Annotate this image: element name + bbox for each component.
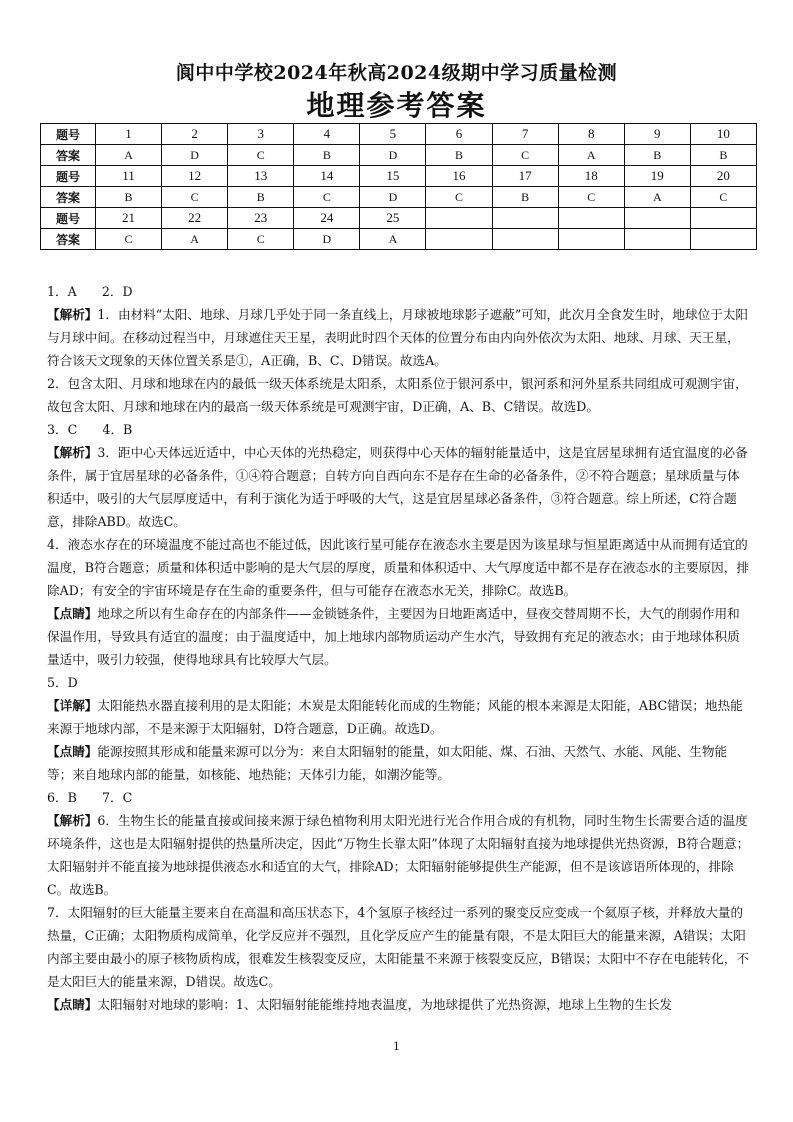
paragraph-text: 2．包含太阳、月球和地球在内的最低一级天体系统是太阳系，太阳系位于银河系中，银河系和河外星系共同组成可观测宇宙，故包含太阳、月球和地球在内的最高一级天体系统是可观测宇宙，D正确，A、B、C错误。故选D。 xyxy=(47,376,748,414)
answer-paragraph xyxy=(47,303,751,372)
paragraph-text: 1．由材料“太阳、地球、月球几乎处于同一条直线上，月球被地球影子遮蔽”可知，此次月全食发生时，地球位于太阳与月球中间。在移动过程当中，月球遮住天王星，表明此时四个天体的位置分布由内向外依次为太阳、地球、月球、天王星，符合该天文现象的天体位置关系是①，A正确，B、C、D错误。故选A。 xyxy=(47,307,748,368)
paragraph-text: 地球之所以有生命存在的内部条件——金锁链条件，主要因为日地距离适中，昼夜交替周期不长，大气的削弱作用和保温作用，导致具有适宜的温度；由于温度适中，加上地球内部物质运动产生水汽，导致拥有充足的液态水；由于地球体积质量适中，吸引力较强，使得地球具有比较厚大气层。 xyxy=(47,606,740,667)
paragraph-tag: 【点睛】 xyxy=(47,606,98,621)
answer-cell: B xyxy=(294,145,360,166)
question-number-cell: 6 xyxy=(426,124,492,145)
paragraph-tag: 【点睛】 xyxy=(47,744,98,759)
question-number-cell xyxy=(492,208,558,229)
answer-cell: B xyxy=(492,187,558,208)
paragraph-text: 3．C 4．B xyxy=(47,422,133,437)
question-number-cell: 24 xyxy=(294,208,360,229)
row-label: 题号 xyxy=(41,208,96,229)
answer-paragraph xyxy=(47,694,751,740)
answer-cell xyxy=(558,229,624,250)
question-number-cell: 15 xyxy=(360,166,426,187)
question-number-cell xyxy=(558,208,624,229)
answer-paragraph xyxy=(47,901,751,993)
paragraph-text: 7．太阳辐射的巨大能量主要来自在高温和高压状态下，4个氢原子核经过一系列的聚变反应变成一个氦原子核，并释放大量的热量，C正确；太阳物质构成简单，化学反应并不强烈，且化学反应产生的能量有限，不是太阳巨大的能量来源，A错误；太阳内部主要由最小的原子核物质构成，很难发生核裂变反应，太阳能量不来源于核裂变反应，B错误；太阳中不存在电能转化，不是太阳巨大的能量来源，D错误。故选C。 xyxy=(47,905,749,989)
answer-cell: C xyxy=(690,187,756,208)
question-number-cell: 19 xyxy=(624,166,690,187)
question-number-cell: 18 xyxy=(558,166,624,187)
answer-paragraph xyxy=(47,809,751,901)
question-number-cell: 25 xyxy=(360,208,426,229)
answer-table xyxy=(40,123,757,250)
answer-cell: C xyxy=(426,187,492,208)
question-number-cell: 7 xyxy=(492,124,558,145)
row-label: 答案 xyxy=(41,229,96,250)
question-number-row xyxy=(41,124,757,145)
paragraph-text: 4．液态水存在的环境温度不能过高也不能过低，因此该行星可能存在液态水主要是因为该星球与恒星距离适中从而拥有适宜的温度，B符合题意；质量和体积适中影响的是大气层的厚度，质量和体积适中、大气厚度适中都不是存在液态水的主要原因，排除AD；有安全的宇宙环境是存在生命的重要条件，但与可能存在液态水无关，排除C。故选B。 xyxy=(47,537,749,598)
question-number-cell: 4 xyxy=(294,124,360,145)
answer-cell: A xyxy=(558,145,624,166)
answer-cell: D xyxy=(162,145,228,166)
paragraph-text: 太阳辐射对地球的影响：1、太阳辐射能能维持地表温度，为地球提供了光热资源，地球上生物的生长发 xyxy=(97,997,673,1012)
answer-paragraph xyxy=(47,602,751,671)
answer-cell: C xyxy=(558,187,624,208)
document-title: 阆中中学校2024年秋高2024级期中学习质量检测 xyxy=(175,62,618,84)
answer-paragraph xyxy=(47,786,751,809)
answer-paragraph xyxy=(47,993,751,1016)
answer-paragraph xyxy=(47,280,751,303)
question-number-cell: 2 xyxy=(162,124,228,145)
question-number-cell: 16 xyxy=(426,166,492,187)
question-number-cell: 11 xyxy=(96,166,162,187)
answer-cell: B xyxy=(96,187,162,208)
paragraph-text: 太阳能热水器直接利用的是太阳能；木炭是太阳能转化而成的生物能；风能的根本来源是太阳能，ABC错误；地热能来源于地球内部，不是来源于太阳辐射，D符合题意，D正确。故选D。 xyxy=(47,698,743,736)
row-label: 答案 xyxy=(41,187,96,208)
answer-paragraph xyxy=(47,441,751,533)
paragraph-tag: 【解析】 xyxy=(47,307,98,322)
question-number-cell: 23 xyxy=(228,208,294,229)
row-label: 题号 xyxy=(41,124,96,145)
answer-paragraph xyxy=(47,671,751,694)
answer-paragraph xyxy=(47,533,751,602)
question-number-cell: 8 xyxy=(558,124,624,145)
paragraph-text: 6．生物生长的能量直接或间接来源于绿色植物利用太阳光进行光合作用合成的有机物，同时生物生长需要合适的温度环境条件，这也是太阳辐射提供的热量所决定，因此“万物生长靠太阳”体现了太阳辐射直接为地球提供光热资源，B符合题意；太阳辐射并不能直接为地球提供液态水和适宜的大气，排除AD；太阳辐射能够提供生产能源，但不是该谚语所体现的，排除C。故选B。 xyxy=(47,813,750,897)
page-number: 1 xyxy=(393,1040,400,1053)
answer-cell: B xyxy=(624,145,690,166)
row-label: 答案 xyxy=(41,145,96,166)
document-subtitle: 地理参考答案 xyxy=(306,89,487,122)
answer-cell: A xyxy=(624,187,690,208)
row-label: 题号 xyxy=(41,166,96,187)
paragraph-text: 5．D xyxy=(47,675,78,690)
answer-row xyxy=(41,229,757,250)
paragraph-text: 能源按照其形成和能量来源可以分为：来自太阳辐射的能量，如太阳能、煤、石油、天然气、水能、风能、生物能等；来自地球内部的能量，如核能、地热能；天体引力能，如潮汐能等。 xyxy=(47,744,728,782)
answer-paragraph xyxy=(47,372,751,418)
question-number-cell: 10 xyxy=(690,124,756,145)
question-number-cell: 5 xyxy=(360,124,426,145)
question-number-cell: 14 xyxy=(294,166,360,187)
answer-cell: C xyxy=(228,229,294,250)
answer-row xyxy=(41,187,757,208)
answer-cell: A xyxy=(96,145,162,166)
answer-cell: A xyxy=(360,229,426,250)
paragraph-tag: 【解析】 xyxy=(47,445,98,460)
answer-cell: C xyxy=(162,187,228,208)
question-number-cell xyxy=(690,208,756,229)
question-number-cell: 22 xyxy=(162,208,228,229)
answer-cell xyxy=(690,229,756,250)
answer-cell: C xyxy=(294,187,360,208)
question-number-cell: 3 xyxy=(228,124,294,145)
paragraph-tag: 【点睛】 xyxy=(47,997,98,1012)
answer-cell: B xyxy=(228,187,294,208)
explanation-body xyxy=(47,280,751,1016)
answer-cell: A xyxy=(162,229,228,250)
answer-cell: D xyxy=(360,187,426,208)
answer-cell xyxy=(624,229,690,250)
answer-row xyxy=(41,145,757,166)
answer-cell: C xyxy=(228,145,294,166)
paragraph-text: 3．距中心天体远近适中，中心天体的光热稳定，则获得中心天体的辐射能量适中，这是宜居星球拥有适宜温度的必备条件，属于宜居星球的必备条件，①④符合题意；自转方向自西向东不是存在生命的必备条件，②不符合题意；星球质量与体积适中，吸引的大气层厚度适中，有利于演化为适于呼吸的大气，这是宜居星球必备条件，③符合题意。综上所述，C符合题意，排除ABD。故选C。 xyxy=(47,445,748,529)
question-number-row xyxy=(41,208,757,229)
answer-cell xyxy=(426,229,492,250)
question-number-row xyxy=(41,166,757,187)
answer-cell: D xyxy=(360,145,426,166)
paragraph-tag: 【详解】 xyxy=(47,698,98,713)
question-number-cell: 9 xyxy=(624,124,690,145)
question-number-cell: 12 xyxy=(162,166,228,187)
answer-cell xyxy=(492,229,558,250)
answer-paragraph xyxy=(47,740,751,786)
question-number-cell xyxy=(426,208,492,229)
question-number-cell: 1 xyxy=(96,124,162,145)
answer-cell: C xyxy=(96,229,162,250)
paragraph-text: 6．B 7．C xyxy=(47,790,133,805)
paragraph-tag: 【解析】 xyxy=(47,813,98,828)
answer-cell: B xyxy=(426,145,492,166)
question-number-cell: 21 xyxy=(96,208,162,229)
answer-cell: C xyxy=(492,145,558,166)
paragraph-text: 1．A 2．D xyxy=(47,284,133,299)
answer-cell: D xyxy=(294,229,360,250)
answer-paragraph xyxy=(47,418,751,441)
question-number-cell xyxy=(624,208,690,229)
question-number-cell: 20 xyxy=(690,166,756,187)
answer-cell: B xyxy=(690,145,756,166)
question-number-cell: 13 xyxy=(228,166,294,187)
question-number-cell: 17 xyxy=(492,166,558,187)
